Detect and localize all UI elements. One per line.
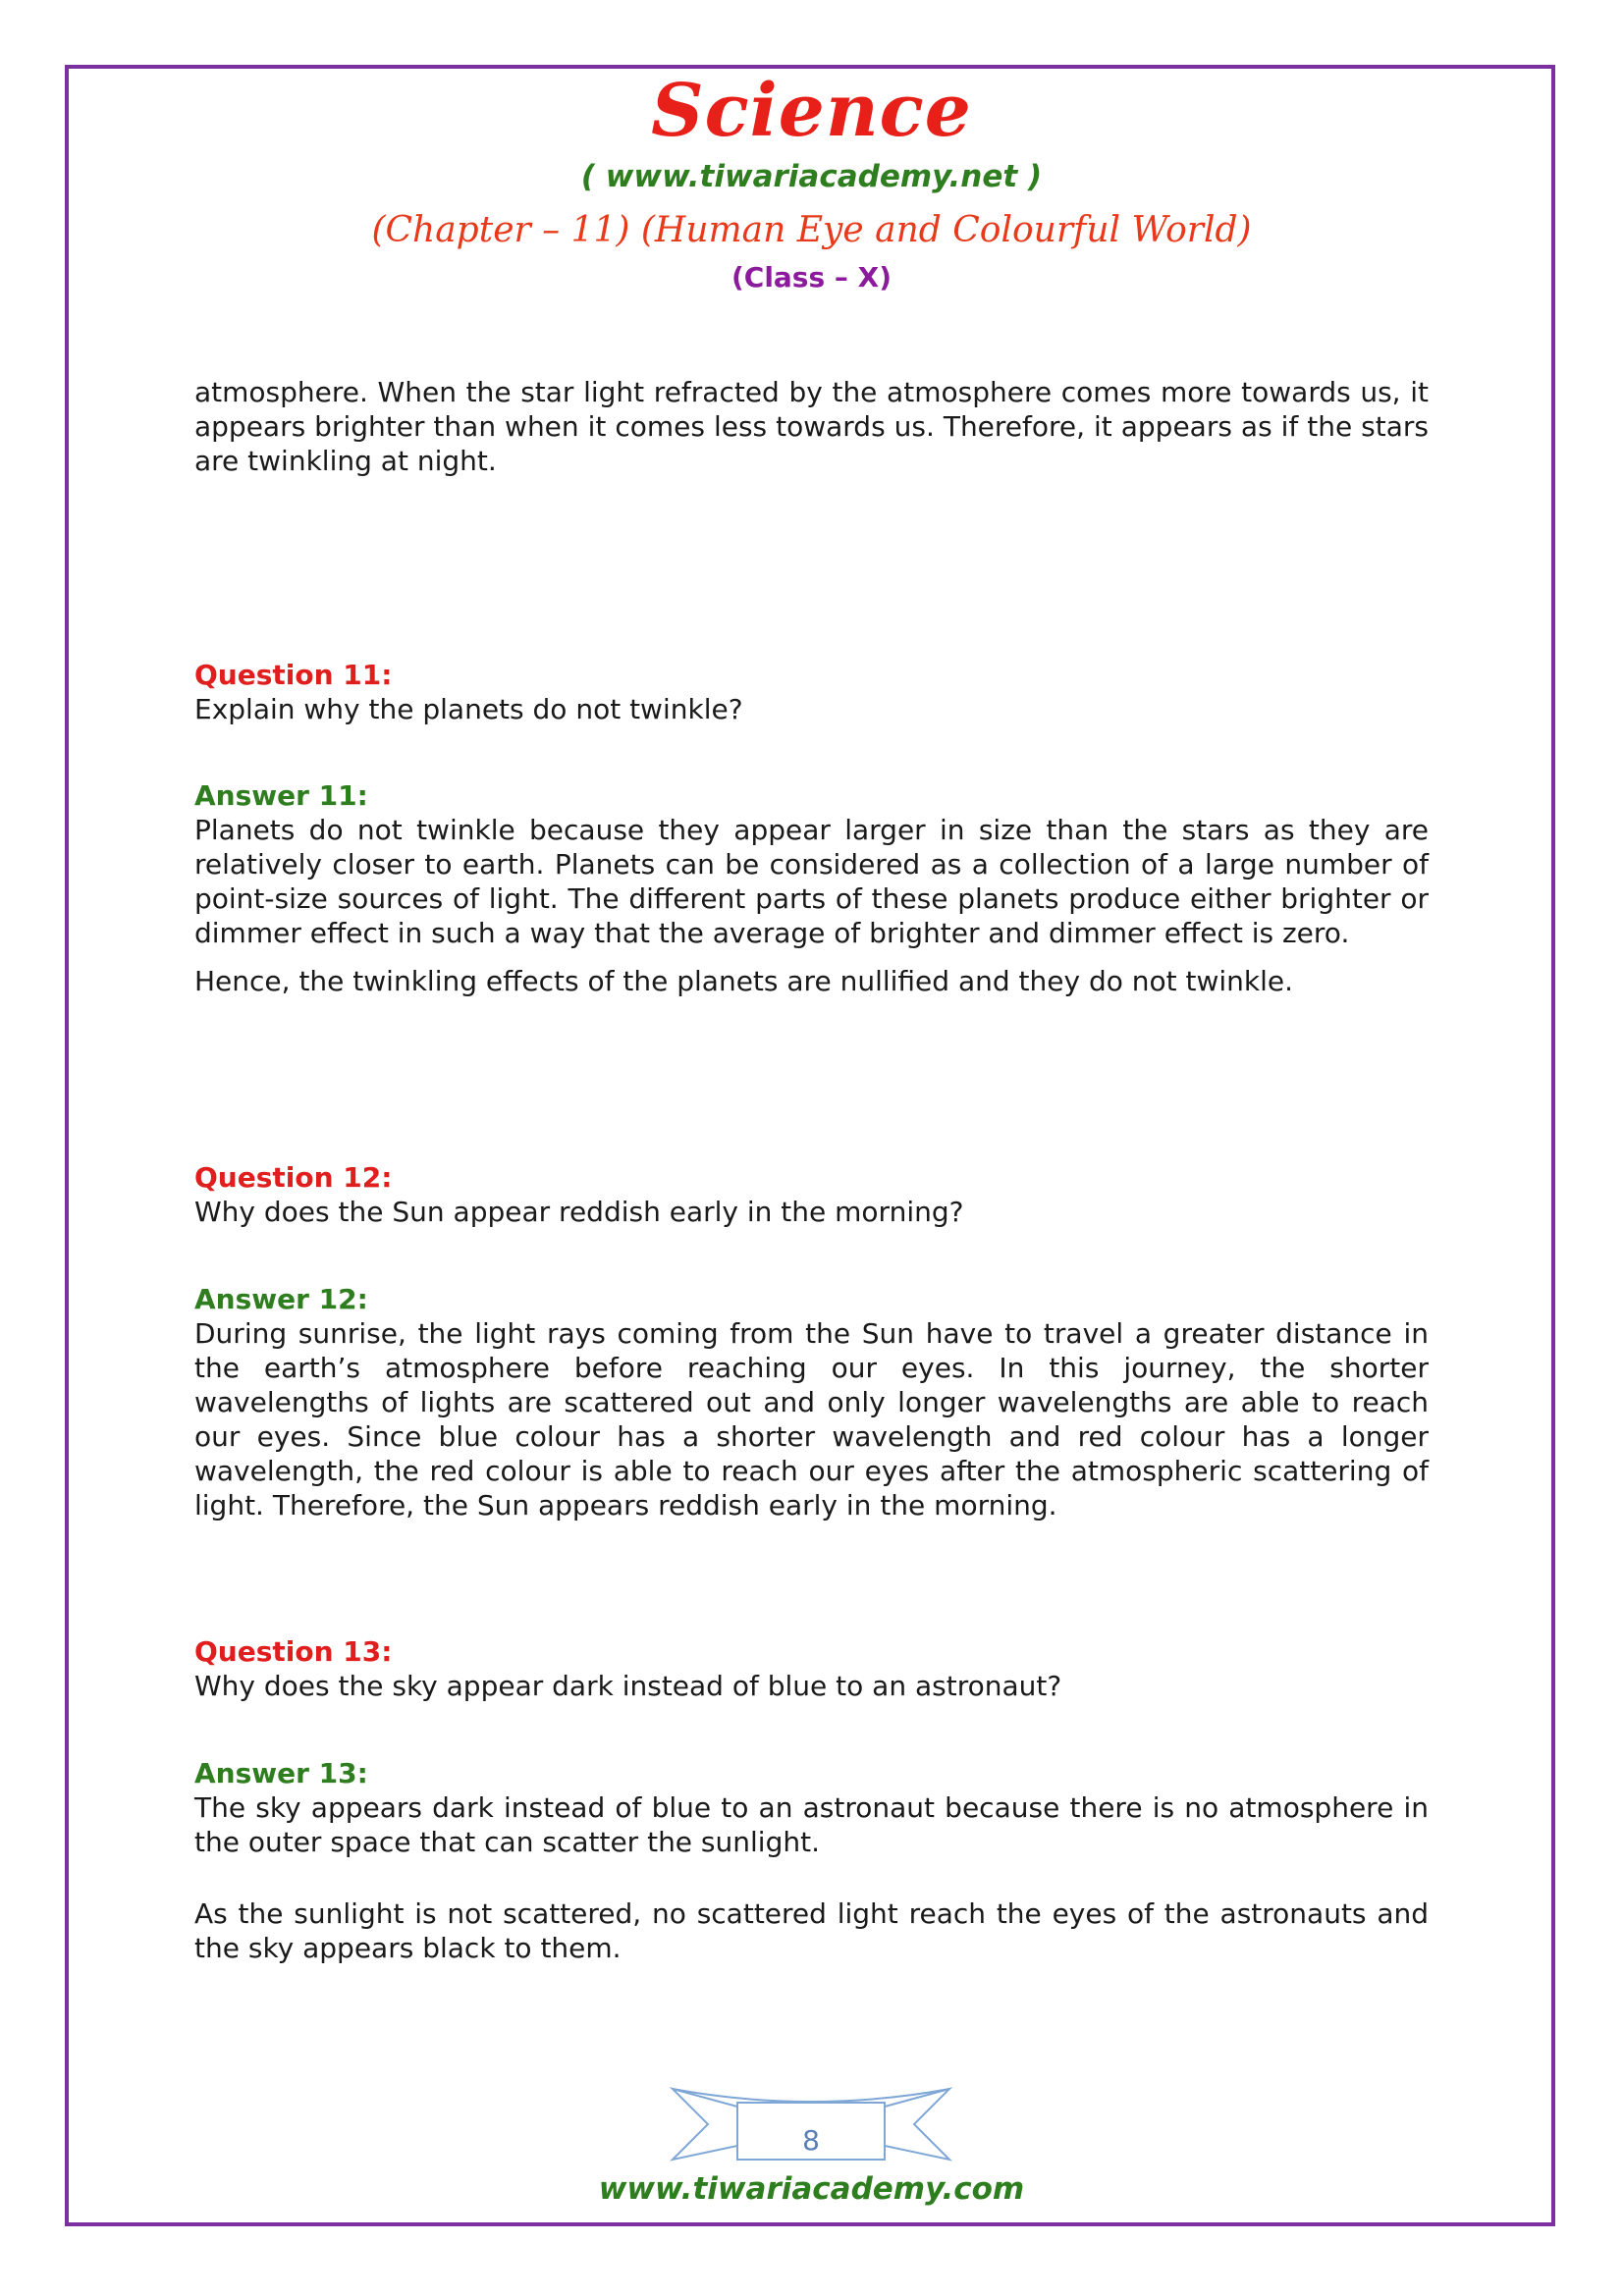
intro-text: atmosphere. When the star light refracted by the atmosphere comes more towards us, it appears brighter than when it comes less towards us. Therefore, it appears as if the stars are twinkling at night. — [194, 376, 1429, 477]
question-12-text: Why does the Sun appear reddish early in the morning? — [194, 1196, 964, 1228]
question-11-text: Explain why the planets do not twinkle? — [194, 693, 743, 725]
question-13-block — [194, 1634, 1429, 1703]
question-11-block — [194, 658, 1429, 726]
footer-website: www.tiwariacademy.com — [598, 2171, 1025, 2207]
answer-11-paragraph-1: Planets do not twinkle because they appear larger in size than the stars as they are relatively closer to earth. Planets can be considered as a collection of a large number of point-size sources of light. The different parts of these planets produce either brighter or dimmer effect in such a way that the average of brighter and dimmer effect is zero. — [194, 814, 1429, 949]
chapter-heading: (Chapter – 11) (Human Eye and Colourful World) — [371, 210, 1252, 250]
header-website: ( www.tiwariacademy.net ) — [580, 159, 1043, 194]
intro-paragraph — [194, 375, 1429, 478]
answer-11-paragraph-2: Hence, the twinkling effects of the planets are nullified and they do not twinkle. — [194, 965, 1294, 997]
question-13-label: Question 13: — [194, 1635, 393, 1668]
question-12-block — [194, 1160, 1429, 1229]
question-13-text: Why does the sky appear dark instead of blue to an astronaut? — [194, 1670, 1062, 1702]
question-11-label: Question 11: — [194, 659, 393, 691]
answer-12-label: Answer 12: — [194, 1283, 368, 1315]
answer-12-paragraph-1: During sunrise, the light rays coming from the Sun have to travel a greater distance in the earth’s atmosphere before reaching our eyes. In this journey, the shorter wavelengths of lights are scattered out and only longer wavelengths are able to reach our eyes. Since blue colour has a shorter wavelength and red colour has a longer wavelength, the red colour is able to reach our eyes after the atmospheric scattering of light. Therefore, the Sun appears reddish early in the morning. — [194, 1317, 1429, 1522]
answer-13-label: Answer 13: — [194, 1757, 368, 1789]
answer-11-label: Answer 11: — [194, 779, 368, 812]
answer-13-block — [194, 1756, 1429, 1965]
answer-13-paragraph-1: The sky appears dark instead of blue to an astronaut because there is no atmosphere in the outer space that can scatter the sunlight. — [194, 1791, 1429, 1858]
answer-11-block — [194, 778, 1429, 998]
question-12-label: Question 12: — [194, 1161, 393, 1194]
page-number: 8 — [802, 2124, 820, 2157]
class-label: (Class – X) — [730, 261, 893, 294]
page-title: Science — [651, 69, 972, 153]
answer-12-block — [194, 1282, 1429, 1522]
answer-13-paragraph-2: As the sunlight is not scattered, no scattered light reach the eyes of the astronauts and the sky appears black to them. — [194, 1897, 1429, 1964]
